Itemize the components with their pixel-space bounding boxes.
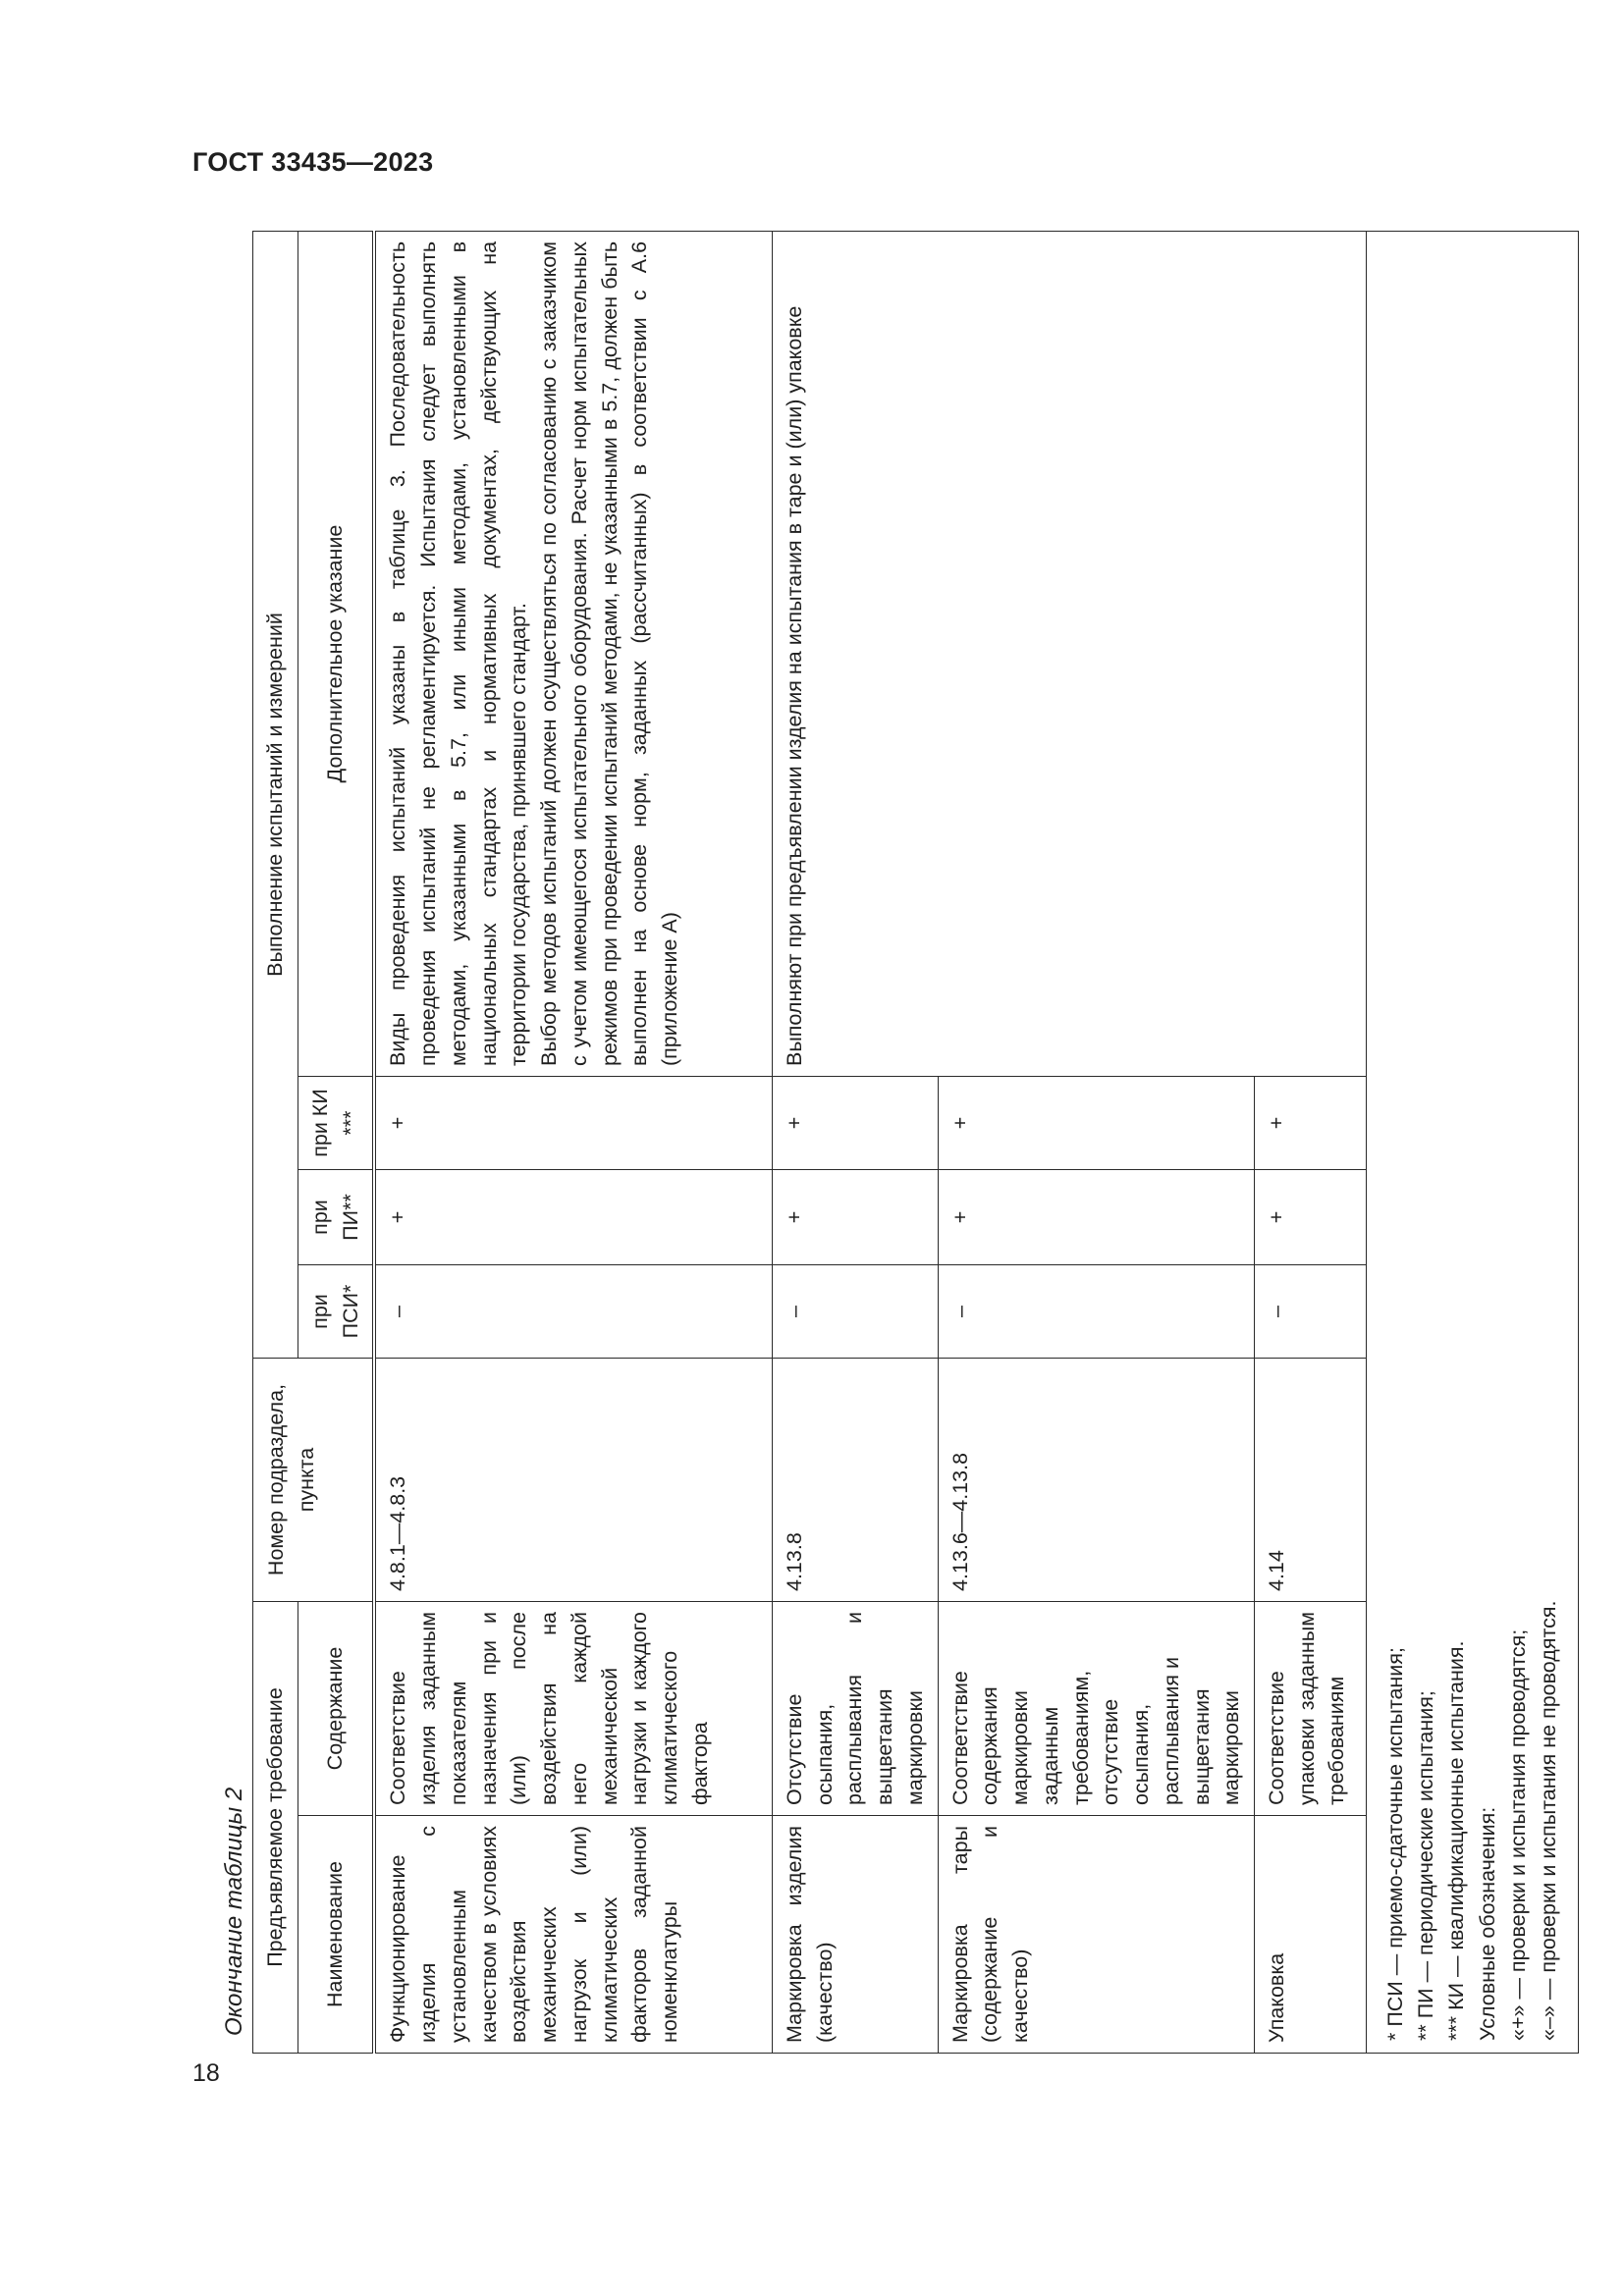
row-section: 4.8.1—4.8.3 (374, 1359, 772, 1602)
requirements-table (252, 231, 1579, 2054)
header-section-number: Номер подраздела, пункта (253, 1359, 375, 1602)
row-psi: – (374, 1265, 772, 1359)
row-ki: + (1254, 1077, 1366, 1170)
row-pi: + (1254, 1170, 1366, 1265)
footnotes (1366, 231, 1578, 2053)
footnote-line: *** КИ — квалификационные испытания. (1444, 1640, 1469, 2041)
row-content: Отсутствие осыпания, расплывания и выцветания маркировки (772, 1602, 938, 1816)
row-psi: – (1254, 1265, 1366, 1359)
header-row-columns (298, 231, 375, 2053)
table-caption: Окончание таблицы 2 (221, 1787, 247, 2036)
row-content: Соответствие упаковки заданным требованиям (1254, 1602, 1366, 1816)
page-number: 18 (192, 2059, 220, 2087)
row-psi: – (772, 1265, 938, 1359)
row-name: Маркировка изделия (качество) (772, 1816, 938, 2054)
row-pi: + (772, 1170, 938, 1265)
table-row (374, 231, 772, 2053)
row-section: 4.14 (1254, 1359, 1366, 1602)
header-pi: при ПИ** (298, 1170, 375, 1265)
row-name: Маркировка тары (содержание и качество) (938, 1816, 1254, 2054)
row-pi: + (374, 1170, 772, 1265)
note-paragraph: Выбор методов испытаний должен осуществляться по согласованию с заказчиком с учетом имеющегося испытательного оборудования. Расчет норм испытательных режимов при проведении испытаний методами, не указанными в 5.7, должен быть выполнен на основе норм, заданных (рассчитанных) в соответствии с А.6 (приложение А) (537, 240, 682, 1066)
row-content: Соответствие содержания маркировки заданным требованиям, отсутствие осыпания, расплывания и выцветания маркировки (938, 1602, 1254, 1816)
table-row (772, 231, 938, 2053)
header-group-requirement: Предъявляемое требование (253, 1602, 298, 2054)
note-paragraph: Виды проведения испытаний указаны в таблице 3. Последовательность проведения испытаний не регламентируется. Испытания следует выполнять методами, указанными в 5.7, или иными методами, установленными в национальных стандартах и нормативных документах, действующих на территории государства, принявшего стандарт. (386, 240, 531, 1066)
header-name: Наименование (298, 1816, 375, 2054)
row-ki: + (938, 1077, 1254, 1170)
row-name: Функционирование изделия с установленным качеством в условиях воздействия механических нагрузок и (или) климатических факторов заданной номенклатуры (374, 1816, 772, 2054)
row-ki: + (772, 1077, 938, 1170)
row-ki: + (374, 1077, 772, 1170)
footnote-row (1366, 231, 1578, 2053)
row-name: Упаковка (1254, 1816, 1366, 2054)
row-content: Соответствие изделия заданным показателям назначения при и (или) после воздействия на него каждой механической нагрузки и каждого климатического фактора (374, 1602, 772, 1816)
row-section: 4.13.8 (772, 1359, 938, 1602)
row-pi: + (938, 1170, 1254, 1265)
header-psi: при ПСИ* (298, 1265, 375, 1359)
header-content: Содержание (298, 1602, 375, 1816)
header-ki: при КИ *** (298, 1077, 375, 1170)
standard-header: ГОСТ 33435—2023 (192, 147, 434, 177)
header-group-execution: Выполнение испытаний и измерений (253, 231, 298, 1358)
row-psi: – (938, 1265, 1254, 1359)
footnote-line: Условные обозначения: (1475, 1806, 1499, 2041)
footnote-line: «+» — проверки и испытания проводятся; (1505, 1629, 1530, 2041)
footnote-line: * ПСИ — приемо-сдаточные испытания; (1382, 1647, 1407, 2041)
rotated-table-container (252, 232, 1560, 2054)
row-additional (374, 231, 772, 1076)
row-section: 4.13.6—4.13.8 (938, 1359, 1254, 1602)
row-additional: Выполняют при предъявлении изделия на испытания в таре и (или) упаковке (772, 231, 1366, 1076)
header-additional: Дополнительное указание (298, 231, 375, 1076)
footnote-line: ** ПИ — периодические испытания; (1414, 1690, 1438, 2041)
footnote-line: «–» — проверки и испытания не проводятся. (1536, 1600, 1560, 2041)
header-row-group (253, 231, 298, 2053)
